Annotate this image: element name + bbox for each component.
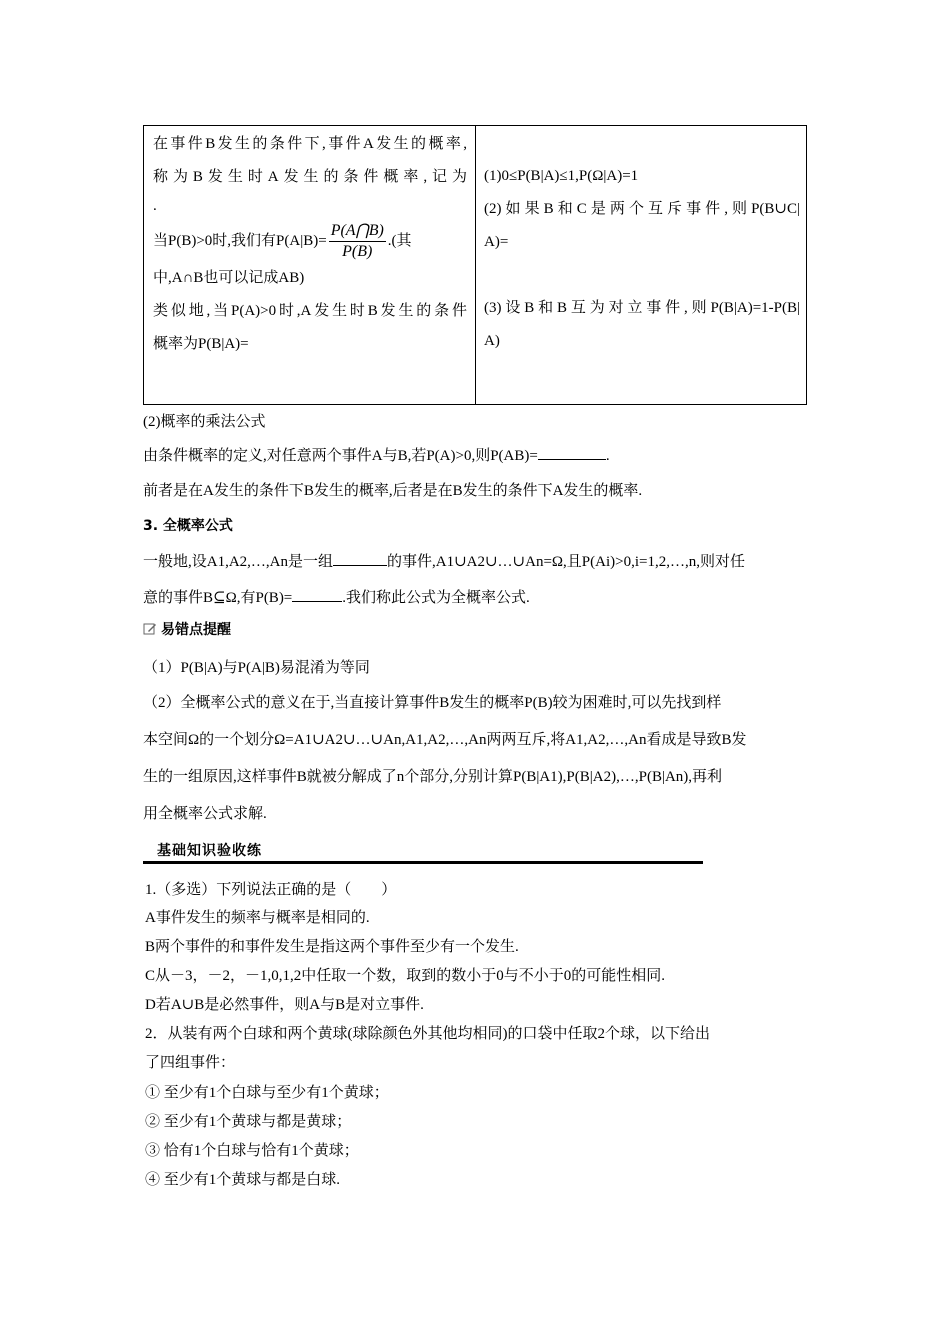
definition-line: . — [153, 198, 157, 214]
mistake-item: （2）全概率公式的意义在于,当直接计算事件B发生的概率P(B)较为困难时,可以先找到样 — [143, 695, 722, 711]
pencil-note-icon — [143, 622, 157, 635]
definition-line: 概率为P(B|A)= — [153, 336, 249, 352]
conditional-formula-line — [153, 218, 467, 264]
properties-cell — [476, 126, 806, 404]
definition-line: 称为B发生时A发生的条件概率,记为 — [153, 169, 467, 185]
property-line: (1)0≤P(B|A)≤1,P(Ω|A)=1 — [484, 168, 639, 184]
property-spacer — [484, 259, 800, 292]
formula-suffix: .(其 — [387, 233, 412, 249]
question-2-option: ② 至少有1个黄球与都是黄球； — [145, 1114, 352, 1130]
mistake-item: （1）P(B|A)与P(A|B)易混淆为等同 — [143, 660, 370, 676]
mistake-item: 生的一组原因,这样事件B就被分解成了n个部分,分别计算P(B|A1),P(B|A2),…,P(B|An),再利 — [143, 769, 723, 785]
total-probability-line: 意的事件B⊆Ω,有P(B)= .我们称此公式为全概率公式. — [143, 586, 807, 607]
property-line: (2)如果B和C是两个互斥事件,则P(B∪C| — [484, 201, 800, 217]
question-2-option: ④ 至少有1个黄球与都是白球. — [145, 1172, 341, 1188]
question-2: 了四组事件： — [145, 1055, 236, 1071]
question-2-option: ③ 恰有1个白球与恰有1个黄球； — [145, 1143, 359, 1159]
question-2-option: ① 至少有1个白球与至少有1个黄球； — [145, 1085, 389, 1101]
fraction-denominator: P(B) — [342, 243, 373, 261]
question-2: 2．从装有两个白球和两个黄球(球除颜色外其他均相同)的口袋中任取2个球，以下给出 — [145, 1026, 710, 1042]
definition-line: 中,A∩B也可以记成AB) — [153, 270, 305, 286]
property-line: A) — [484, 333, 500, 349]
property-line: (3)设B和B互为对立事件,则P(B|A)=1-P(B| — [484, 300, 800, 316]
question-1-option: C从－3，－2，－1,0,1,2中任取一个数，取到的数小于0与不小于0的可能性相同. — [145, 968, 666, 984]
question-1-option: A事件发生的频率与概率是相同的. — [145, 910, 370, 926]
section-title: 基础知识验收练 — [157, 843, 262, 859]
total-probability-title: 3. 全概率公式 — [143, 518, 233, 534]
section-banner — [143, 836, 703, 866]
question-1-option: B两个事件的和事件发生是指这两个事件至少有一个发生. — [145, 939, 519, 955]
multiplication-formula: 由条件概率的定义,对任意两个事件A与B,若P(A)>0,则P(AB)= . — [143, 444, 807, 465]
formula-prefix: 当P(B)>0时,我们有P(A|B)= — [153, 233, 327, 249]
conditional-fraction — [329, 223, 386, 260]
answer-blank — [292, 587, 342, 602]
definition-cell — [144, 126, 476, 404]
question-1-option: D若A∪B是必然事件，则A与B是对立事件. — [145, 997, 424, 1013]
question-1: 1.（多选）下列说法正确的是（ ） — [145, 882, 397, 898]
definition-line: 类似地,当P(A)>0时,A发生时B发生的条件 — [153, 303, 467, 319]
multiplication-note: 前者是在A发生的条件下B发生的概率,后者是在B发生的条件下A发生的概率. — [143, 483, 643, 499]
mistake-item: 本空间Ω的一个划分Ω=A1∪A2∪…∪An,A1,A2,…,An两两互斥,将A1,A2,…,An看成是导致B发 — [143, 732, 747, 748]
fraction-numerator: P(A⋂B) — [329, 223, 386, 242]
mistake-item: 用全概率公式求解. — [143, 806, 267, 822]
definition-line: 在事件B发生的条件下,事件A发生的概率, — [153, 136, 467, 152]
conditional-probability-table — [143, 125, 807, 405]
multiplication-title: (2)概率的乘法公式 — [143, 414, 266, 430]
answer-blank — [333, 551, 387, 566]
property-line: A)= — [484, 234, 509, 250]
mistakes-heading: 易错点提醒 — [143, 619, 807, 639]
answer-blank — [538, 445, 606, 460]
section-divider — [143, 861, 703, 864]
total-probability-line: 一般地,设A1,A2,…,An是一组 的事件,A1∪A2∪…∪An=Ω,且P(Ai)>0,i=1,2,…,n,则对任 — [143, 550, 807, 571]
